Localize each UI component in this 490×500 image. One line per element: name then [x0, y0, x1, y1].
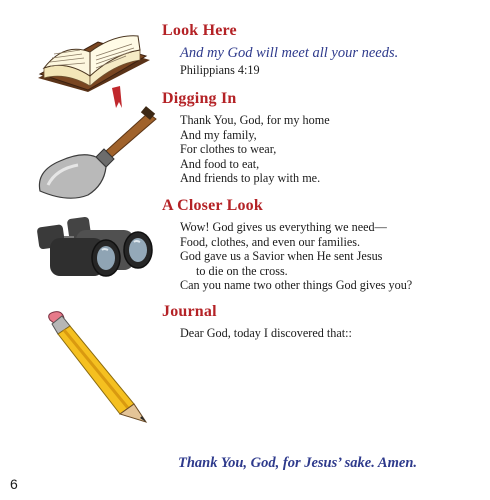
body-line: Wow! God gives us everything we need—	[180, 220, 387, 234]
body-line: For clothes to wear,	[180, 142, 277, 157]
section-heading: Digging In	[162, 90, 237, 107]
section-heading: Look Here	[162, 22, 237, 39]
look-here-section	[162, 22, 482, 78]
pencil-icon	[34, 304, 156, 428]
open-bible-icon	[30, 20, 158, 115]
digging-in-section	[162, 90, 482, 186]
closing-prayer: Thank You, God, for Jesus’ sake. Amen.	[178, 455, 418, 471]
binoculars-icon	[30, 212, 158, 290]
journal-section	[162, 303, 482, 341]
page-number: 6	[10, 476, 18, 492]
body-line: Thank You, God, for my home	[180, 113, 330, 127]
body-line: Food, clothes, and even our families.	[180, 234, 361, 249]
section-heading: Journal	[162, 303, 217, 320]
bible-verse: And my God will meet all your needs.	[180, 45, 399, 61]
verse-reference: Philippians 4:19	[180, 63, 260, 77]
closer-look-section	[162, 197, 482, 293]
body-line: And my family,	[180, 127, 257, 142]
body-line: And food to eat,	[180, 156, 260, 171]
body-line: Can you name two other things God gives you?	[180, 278, 413, 293]
body-line: God gave us a Savior when He sent Jesus	[180, 249, 383, 264]
journal-prompt: Dear God, today I discovered that::	[180, 326, 352, 340]
body-line: to die on the cross.	[196, 263, 288, 278]
section-heading: A Closer Look	[162, 197, 263, 214]
shovel-icon	[34, 105, 159, 205]
body-line: And friends to play with me.	[180, 171, 321, 186]
